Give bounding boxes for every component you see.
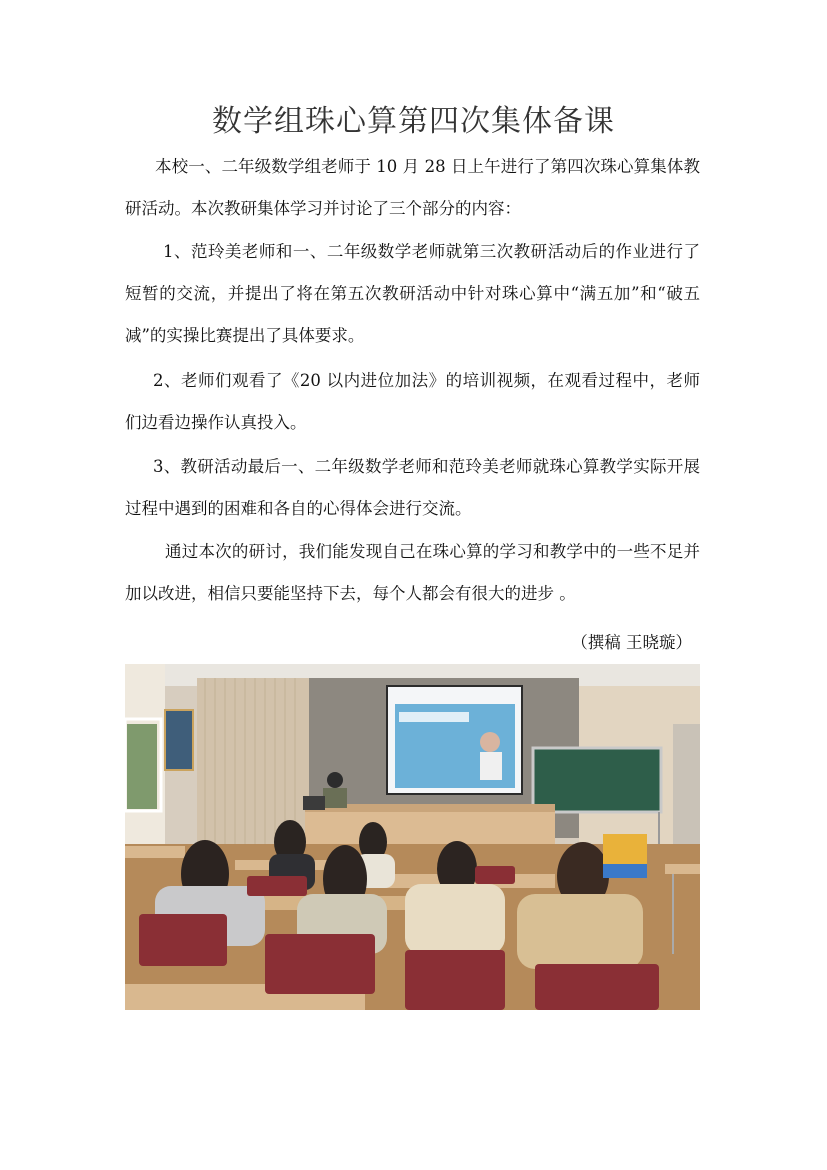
paragraph-intro: 本校一、二年级数学组老师于 10 月 28 日上午进行了第四次珠心算集体教研活动。本次教研集体学习并讨论了三个部分的内容：: [125, 157, 700, 218]
document-title: 数学组珠心算第四次集体备课: [212, 104, 615, 139]
author-signature: （撰稿 王晓璇）: [571, 633, 692, 652]
classroom-photo: [125, 664, 700, 1010]
paragraph-conclusion: 通过本次的研讨，我们能发现自己在珠心算的学习和教学中的一些不足并加以改进，相信只要能坚持下去，每个人都会有很大的进步 。: [125, 542, 700, 603]
paragraph-item-1: 1、范玲美老师和一、二年级数学老师就第三次教研活动后的作业进行了短暂的交流，并提出了将在第五次教研活动中针对珠心算中“满五加”和“破五减”的实操比赛提出了具体要求。: [125, 242, 700, 345]
paragraph-item-2: 2、老师们观看了《20 以内进位加法》的培训视频，在观看过程中，老师们边看边操作认真投入。: [125, 371, 700, 432]
paragraph-item-3: 3、教研活动最后一、二年级数学老师和范玲美老师就珠心算教学实际开展过程中遇到的困难和各自的心得体会进行交流。: [125, 457, 700, 518]
